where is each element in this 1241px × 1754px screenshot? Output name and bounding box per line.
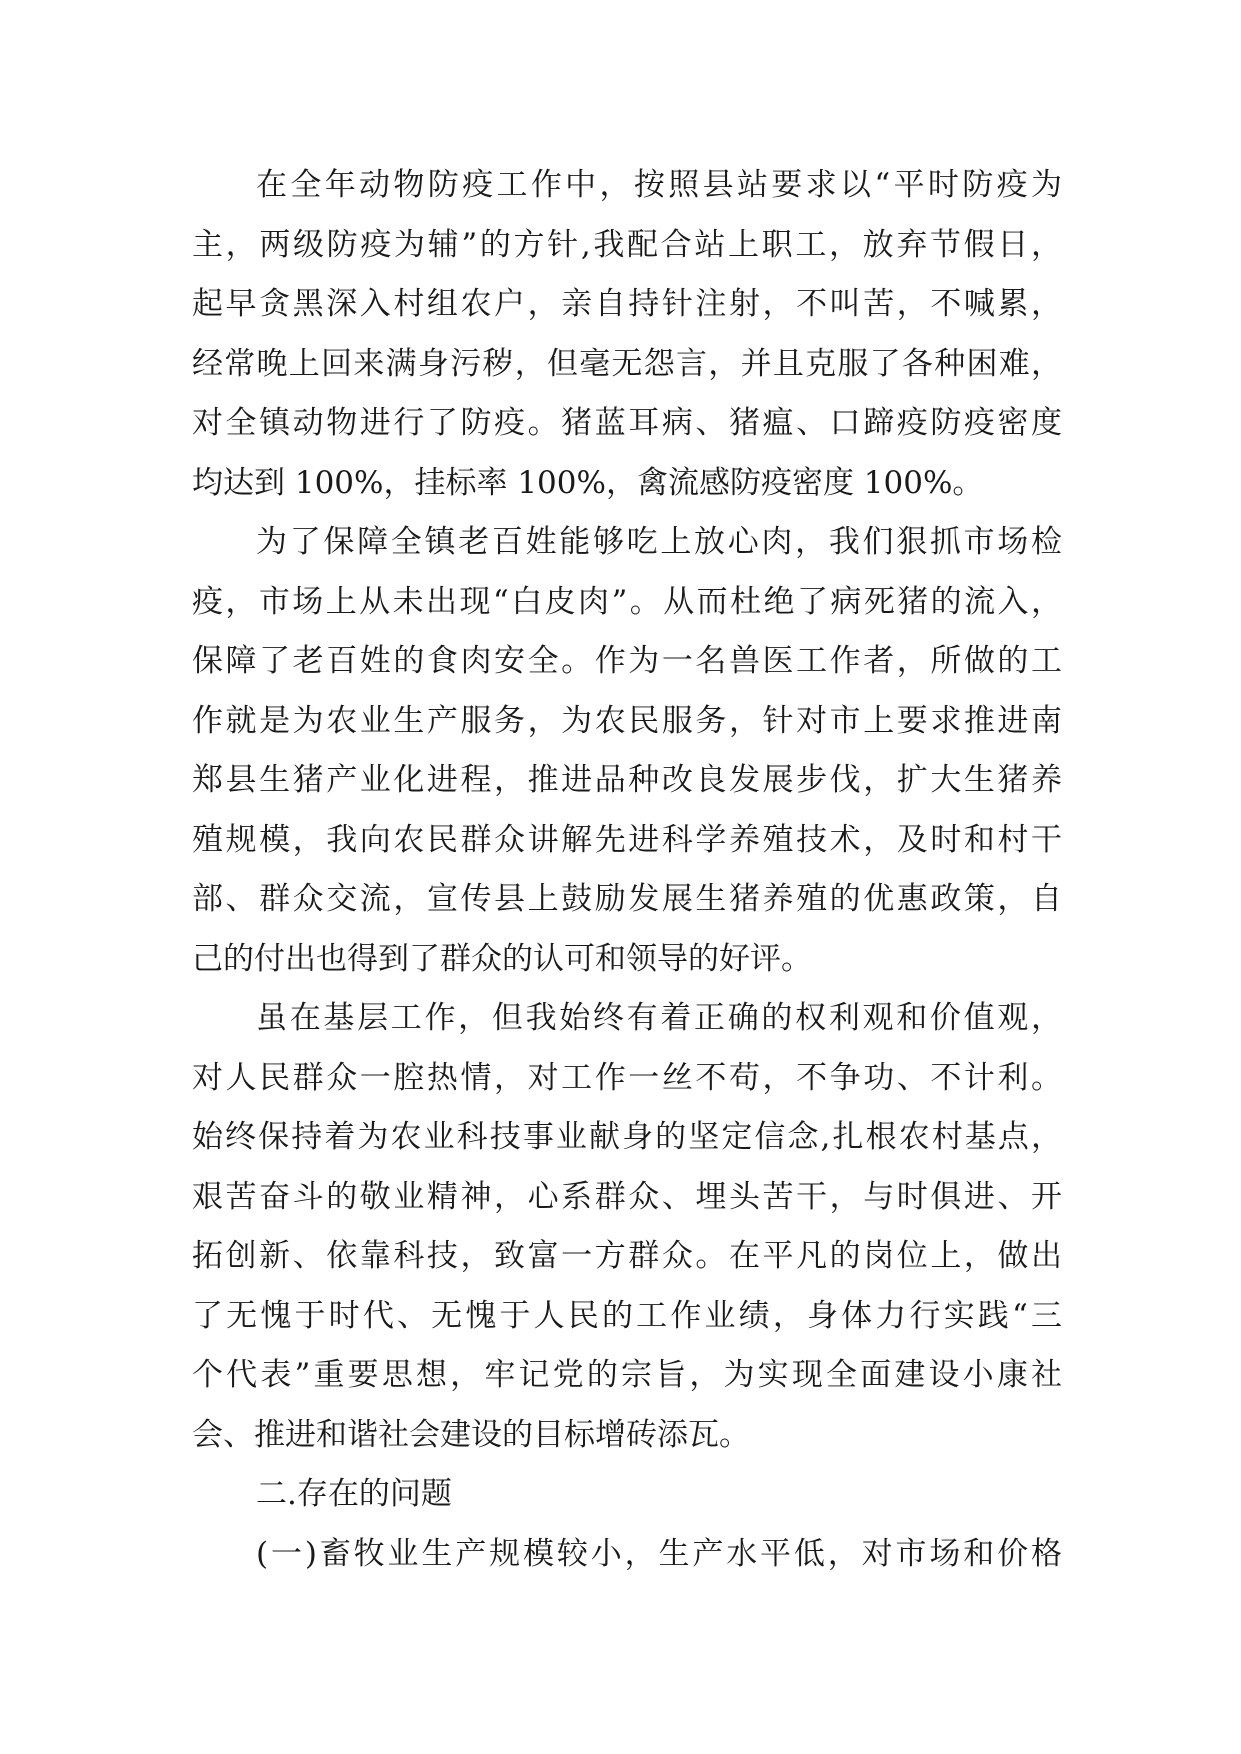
paragraph-line: 起早贪黑深入村组农户，亲自持针注射，不叫苦，不喊累， — [192, 286, 1062, 322]
paragraph-line: 殖规模，我向农民群众讲解先进科学养殖技术，及时和村干 — [192, 821, 1062, 858]
paragraph-line: 主，两级防疫为辅”的方针,我配合站上职工，放弃节假日， — [192, 226, 1062, 263]
paragraph-line: 疫，市场上从未出现“白皮肉”。从而杜绝了病死猪的流入， — [192, 583, 1062, 620]
paragraph-line: 作就是为农业生产服务，为农民服务，针对市上要求推进南 — [192, 702, 1062, 739]
paragraph-line: 在全年动物防疫工作中，按照县站要求以“平时防疫为 — [256, 167, 1062, 203]
paragraph-line: 个代表”重要思想，牢记党的宗旨，为实现全面建设小康社 — [192, 1357, 1062, 1393]
paragraph-line: 郑县生猪产业化进程，推进品种改良发展步伐，扩大生猪养 — [192, 762, 1062, 798]
paragraph-line: 虽在基层工作，但我始终有着正确的权利观和价值观， — [256, 1000, 1062, 1036]
section-heading: 二.存在的问题 — [256, 1476, 452, 1512]
paragraph-line: 了无愧于时代、无愧于人民的工作业绩，身体力行实践“三 — [192, 1297, 1062, 1334]
paragraph-line: 始终保持着为农业科技事业献身的坚定信念,扎根农村基点， — [192, 1119, 1062, 1155]
paragraph-line: 经常晚上回来满身污秽，但毫无怨言，并且克服了各种困难， — [192, 345, 1062, 382]
paragraph-line: 均达到 100%，挂标率 100%，禽流感防疫密度 100%。 — [192, 464, 984, 501]
paragraph-line: 对全镇动物进行了防疫。猪蓝耳病、猪瘟、口蹄疫防疫密度 — [192, 405, 1062, 441]
paragraph-line: 为了保障全镇老百姓能够吃上放心肉，我们狠抓市场检 — [256, 524, 1062, 560]
paragraph-line: 拓创新、依靠科技，致富一方群众。在平凡的岗位上，做出 — [192, 1238, 1062, 1274]
paragraph-line: 己的付出也得到了群众的认可和领导的好评。 — [192, 940, 812, 977]
paragraph-line: 对人民群众一腔热情，对工作一丝不苟，不争功、不计利。 — [192, 1059, 1062, 1096]
paragraph-line: 部、群众交流，宣传县上鼓励发展生猪养殖的优惠政策，自 — [192, 881, 1062, 917]
document-body — [192, 156, 1062, 1584]
paragraph-line: 艰苦奋斗的敬业精神，心系群众、埋头苦干，与时俱进、开 — [192, 1178, 1062, 1215]
paragraph-line: 保障了老百姓的食肉安全。作为一名兽医工作者，所做的工 — [192, 643, 1062, 679]
paragraph-line: (一)畜牧业生产规模较小，生产水平低，对市场和价格 — [256, 1535, 1062, 1572]
paragraph-line: 会、推进和谐社会建设的目标增砖添瓦。 — [192, 1416, 750, 1453]
